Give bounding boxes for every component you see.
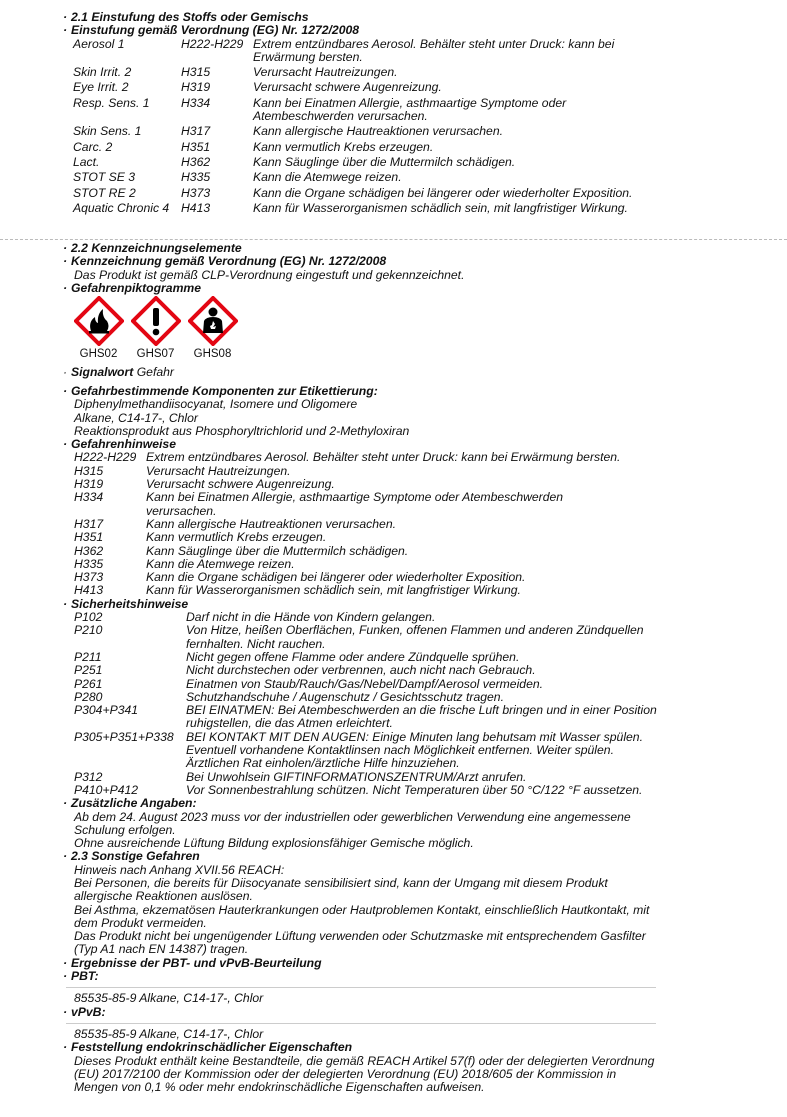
health-hazard-icon — [188, 296, 238, 346]
section-divider — [0, 239, 787, 240]
section-2-2-continued — [63, 365, 666, 379]
hazard-class: Aquatic Chronic 4 — [73, 200, 170, 215]
classification-row — [73, 81, 658, 94]
additional-info-title: · Zusätzliche Angaben: — [63, 796, 197, 811]
hazard-class: Resp. Sens. 1 — [73, 95, 150, 110]
other-hazards-line: Das Produkt nicht bei ungenügender Lüftung verwenden oder Schutzmaske mit entsprechendem Gasfilter (Typ A1 nach EN 14387) tragen. — [74, 929, 646, 957]
hazard-code: H317 — [181, 124, 211, 139]
hazard-statement-code: H362 — [74, 543, 104, 558]
precautionary-text: Nicht gegen offene Flamme oder andere Zündquelle sprühen. — [186, 649, 520, 664]
component-item: Diphenylmethandiisocyanat, Isomere und Oligomere — [74, 397, 358, 412]
hazard-code: H413 — [181, 200, 211, 215]
precautionary-code: P210 — [74, 623, 103, 638]
hazard-statement-text: Kann die Organe schädigen bei längerer oder wiederholter Exposition. — [146, 570, 526, 585]
additional-info — [66, 811, 634, 851]
signal-word: · Signalwort Gefahr — [63, 365, 174, 379]
ghs-pictograms — [70, 296, 241, 361]
classification-row — [73, 141, 658, 154]
classification-row — [73, 125, 658, 138]
hazard-statement-row — [74, 518, 624, 531]
precautionary-code: P251 — [74, 663, 103, 678]
hazard-text: Verursacht Hautreizungen. — [253, 65, 398, 80]
precautionary-text: Bei Unwohlsein GIFTINFORMATIONSZENTRUM/Arzt anrufen. — [186, 769, 527, 784]
hazard-text: Kann vermutlich Krebs erzeugen. — [253, 139, 434, 154]
hazard-class: STOT RE 2 — [73, 185, 136, 200]
hazard-statement-code: H334 — [74, 490, 104, 505]
classification-row — [73, 156, 658, 169]
endocrine-text: Dieses Produkt enthält keine Bestandteile, die gemäß REACH Artikel 57(f) oder der delegierten Verordnung (EU) 2017/2100 der Kommission oder der delegierten Verordnung (EU) 2018/605 der Kommission in Mengen von 0,1 % oder mehr endokrinschädliche Eigenschaften aufweisen. — [74, 1053, 655, 1095]
hazard-statement-row — [74, 571, 624, 584]
hazard-code: H373 — [181, 185, 211, 200]
hazard-class: Carc. 2 — [73, 139, 113, 154]
precautionary-row — [74, 678, 659, 691]
hazard-text: Kann für Wasserorganismen schädlich sein, mit langfristiger Wirkung. — [253, 200, 628, 215]
hazard-code: H362 — [181, 154, 211, 169]
hazard-code: H351 — [181, 139, 211, 154]
hazard-statement-row — [74, 558, 624, 571]
hazard-statement-text: Kann für Wasserorganismen schädlich sein, mit langfristiger Wirkung. — [146, 583, 521, 598]
precautionary-text: Schutzhandschuhe / Augenschutz / Gesichtsschutz tragen. — [186, 689, 504, 704]
pbt-assessment-title: · Ergebnisse der PBT- und vPvB-Beurteilung — [63, 955, 322, 970]
hazard-statement-code: H222-H229 — [74, 450, 137, 465]
precautionary-row — [74, 651, 659, 664]
hazard-text: Verursacht schwere Augenreizung. — [253, 80, 442, 95]
labelling-subtitle: · Kennzeichnung gemäß Verordnung (EG) Nr. 1272/2008 — [63, 254, 387, 269]
other-hazards-line: Hinweis nach Anhang XVII.56 REACH: — [74, 862, 285, 877]
precautionary-row — [74, 771, 659, 784]
vpvb-value: 85535-85-9 Alkane, C14-17-, Chlor — [66, 1023, 656, 1041]
hazard-text: Kann allergische Hautreaktionen verursachen. — [253, 124, 503, 139]
hazard-text: Kann die Organe schädigen bei längerer oder wiederholter Exposition. — [253, 185, 633, 200]
hazard-statement-row — [74, 451, 624, 464]
hazard-statement-code: H317 — [74, 516, 104, 531]
classification-table — [66, 38, 658, 216]
hazard-code: H334 — [181, 95, 211, 110]
hazard-statement-text: Kann Säuglinge über die Muttermilch schädigen. — [146, 543, 409, 558]
hazard-statement-text: Verursacht schwere Augenreizung. — [146, 477, 335, 492]
precautionary-text: Vor Sonnenbestrahlung schützen. Nicht Temperaturen über 50 °C/122 °F aussetzen. — [186, 782, 643, 797]
precautionary-row — [74, 784, 659, 797]
hazard-text: Kann Säuglinge über die Muttermilch schädigen. — [253, 154, 516, 169]
precautionary-code: P102 — [74, 610, 103, 625]
hazard-class: Eye Irrit. 2 — [73, 80, 129, 95]
labelling-text: Das Produkt ist gemäß CLP-Verordnung eingestuft und gekennzeichnet. — [74, 267, 465, 282]
hazard-statement-row — [74, 584, 624, 597]
precautionary-row — [74, 624, 659, 651]
precautionary-code: P305+P351+P338 — [74, 729, 174, 744]
precautionary-text: Einatmen von Staub/Rauch/Gas/Nebel/Dampf/Aerosol vermeiden. — [186, 676, 544, 691]
hazard-class: Skin Sens. 1 — [73, 124, 142, 139]
hazard-class: STOT SE 3 — [73, 170, 136, 185]
ghs08-label: GHS08 — [193, 348, 232, 360]
classification-row — [73, 66, 658, 79]
precautionary-text: BEI EINATMEN: Bei Atembeschwerden an die frische Luft bringen und in einer Position ruhigstellen, die das Atmen erleichtert. — [186, 703, 657, 731]
hazard-statement-row — [74, 478, 624, 491]
ghs02-pictogram — [70, 296, 127, 361]
precautionary-code: P312 — [74, 769, 103, 784]
section-2-1-title: · 2.1 Einstufung des Stoffs oder Gemischs — [63, 10, 309, 24]
hazard-code: H319 — [181, 80, 211, 95]
precautionary-text: Von Hitze, heißen Oberflächen, Funken, offenen Flammen und anderen Zündquellen fernhalten. Nicht rauchen. — [186, 623, 644, 651]
hazard-statements — [66, 451, 624, 597]
hazard-statement-text: Kann die Atemwege reizen. — [146, 556, 295, 571]
classification-row — [73, 187, 658, 200]
hazard-statement-text: Kann vermutlich Krebs erzeugen. — [146, 530, 327, 545]
hazard-statement-code: H335 — [74, 556, 104, 571]
label-details — [63, 384, 666, 1095]
hazard-statement-code: H315 — [74, 463, 104, 478]
precautionary-code: P304+P341 — [74, 703, 139, 718]
endocrine-title: · Feststellung endokrinschädlicher Eigenschaften — [63, 1040, 353, 1055]
precautionary-text: Nicht durchstechen oder verbrennen, auch nicht nach Gebrauch. — [186, 663, 536, 678]
pictogram-title: · Gefahrenpiktogramme — [63, 280, 202, 295]
section-2-2-title: · 2.2 Kennzeichnungselemente — [63, 241, 242, 255]
vpvb-label: · vPvB: — [63, 1004, 106, 1019]
hazard-text: Extrem entzündbares Aerosol. Behälter steht unter Druck: kann bei Erwärmung bersten. — [253, 36, 615, 64]
classification-row — [73, 38, 658, 65]
hazard-statement-text: Verursacht Hautreizungen. — [146, 463, 291, 478]
flame-icon — [74, 296, 124, 346]
hazard-statement-code: H319 — [74, 477, 104, 492]
hazard-code: H315 — [181, 65, 211, 80]
ghs02-label: GHS02 — [79, 348, 118, 360]
pbt-label: · PBT: — [63, 969, 99, 984]
other-hazards-line: Bei Asthma, ekzematösen Hauterkrankungen oder Hautproblemen Kontakt, einschließlich Hautkontakt, mit dem Produkt vermeiden. — [74, 902, 650, 930]
precautionary-title: · Sicherheitshinweise — [63, 596, 189, 611]
ghs07-label: GHS07 — [136, 348, 175, 360]
precautionary-row — [74, 664, 659, 677]
hazard-statement-text: Kann bei Einatmen Allergie, asthmaartige Symptome oder Atembeschwerden verursachen. — [146, 490, 564, 518]
additional-info-line: Ab dem 24. August 2023 muss vor der industriellen oder gewerblichen Verwendung eine angemessene Schulung erfolgen. — [74, 809, 631, 837]
hazard-statement-text: Kann allergische Hautreaktionen verursachen. — [146, 516, 396, 531]
components-title: · Gefahrbestimmende Komponenten zur Etikettierung: — [63, 384, 378, 398]
hazard-statement-code: H413 — [74, 583, 104, 598]
precautionary-code: P280 — [74, 689, 103, 704]
precautionary-code: P211 — [74, 649, 102, 664]
hazard-statements-title: · Gefahrenhinweise — [63, 437, 176, 452]
other-hazards — [66, 864, 664, 957]
section-2-2 — [63, 241, 666, 295]
hazard-text: Kann bei Einatmen Allergie, asthmaartige Symptome oder Atembeschwerden verursachen. — [253, 95, 567, 124]
precautionary-row — [74, 611, 659, 624]
precautionary-row — [74, 704, 659, 731]
precautionary-code: P261 — [74, 676, 103, 691]
classification-row — [73, 97, 658, 124]
section-2-1 — [63, 10, 666, 217]
hazard-class: Skin Irrit. 2 — [73, 65, 132, 80]
hazard-code: H335 — [181, 170, 211, 185]
hazard-text: Kann die Atemwege reizen. — [253, 170, 402, 185]
section-2-1-subtitle: · Einstufung gemäß Verordnung (EG) Nr. 1272/2008 — [63, 23, 360, 38]
pbt-value: 85535-85-9 Alkane, C14-17-, Chlor — [66, 987, 656, 1005]
hazard-class: Aerosol 1 — [73, 36, 125, 51]
hazard-statement-code: H373 — [74, 570, 104, 585]
additional-info-line: Ohne ausreichende Lüftung Bildung explosionsfähiger Gemische möglich. — [74, 836, 474, 851]
hazard-statement-row — [74, 531, 624, 544]
precautionary-row — [74, 691, 659, 704]
classification-row — [73, 171, 658, 184]
component-item: Reaktionsprodukt aus Phosphoryltrichlorid und 2-Methyloxiran — [74, 423, 410, 438]
ghs08-pictogram — [184, 296, 241, 361]
hazard-code: H222-H229 — [181, 36, 244, 51]
section-2-3-title: · 2.3 Sonstige Gefahren — [63, 849, 200, 864]
precautionary-row — [74, 731, 659, 771]
component-item: Alkane, C14-17-, Chlor — [74, 410, 198, 425]
components-list — [66, 398, 666, 438]
exclamation-icon — [131, 296, 181, 346]
classification-row — [73, 202, 658, 215]
hazard-statement-row — [74, 491, 624, 518]
other-hazards-line: Bei Personen, die bereits für Diisocyanate sensibilisiert sind, kann der Umgang mit diesem Produkt allergische Reaktionen auslösen. — [74, 875, 608, 904]
hazard-statement-text: Extrem entzündbares Aerosol. Behälter steht unter Druck: kann bei Erwärmung bersten. — [146, 450, 621, 465]
ghs07-pictogram — [127, 296, 184, 361]
precautionary-text: Darf nicht in die Hände von Kindern gelangen. — [186, 610, 436, 625]
hazard-statement-code: H351 — [74, 530, 104, 545]
hazard-class: Lact. — [73, 154, 100, 169]
precautionary-code: P410+P412 — [74, 782, 139, 797]
hazard-statement-row — [74, 545, 624, 558]
precautionary-statements — [66, 611, 659, 797]
hazard-statement-row — [74, 465, 624, 478]
precautionary-text: BEI KONTAKT MIT DEN AUGEN: Einige Minuten lang behutsam mit Wasser spülen. Eventuell vorhandene Kontaktlinsen nach Möglichkeit entfernen. Weiter spülen. Ärztlichen Rat einholen/ärztliche Hilfe hinzuziehen. — [186, 729, 643, 771]
